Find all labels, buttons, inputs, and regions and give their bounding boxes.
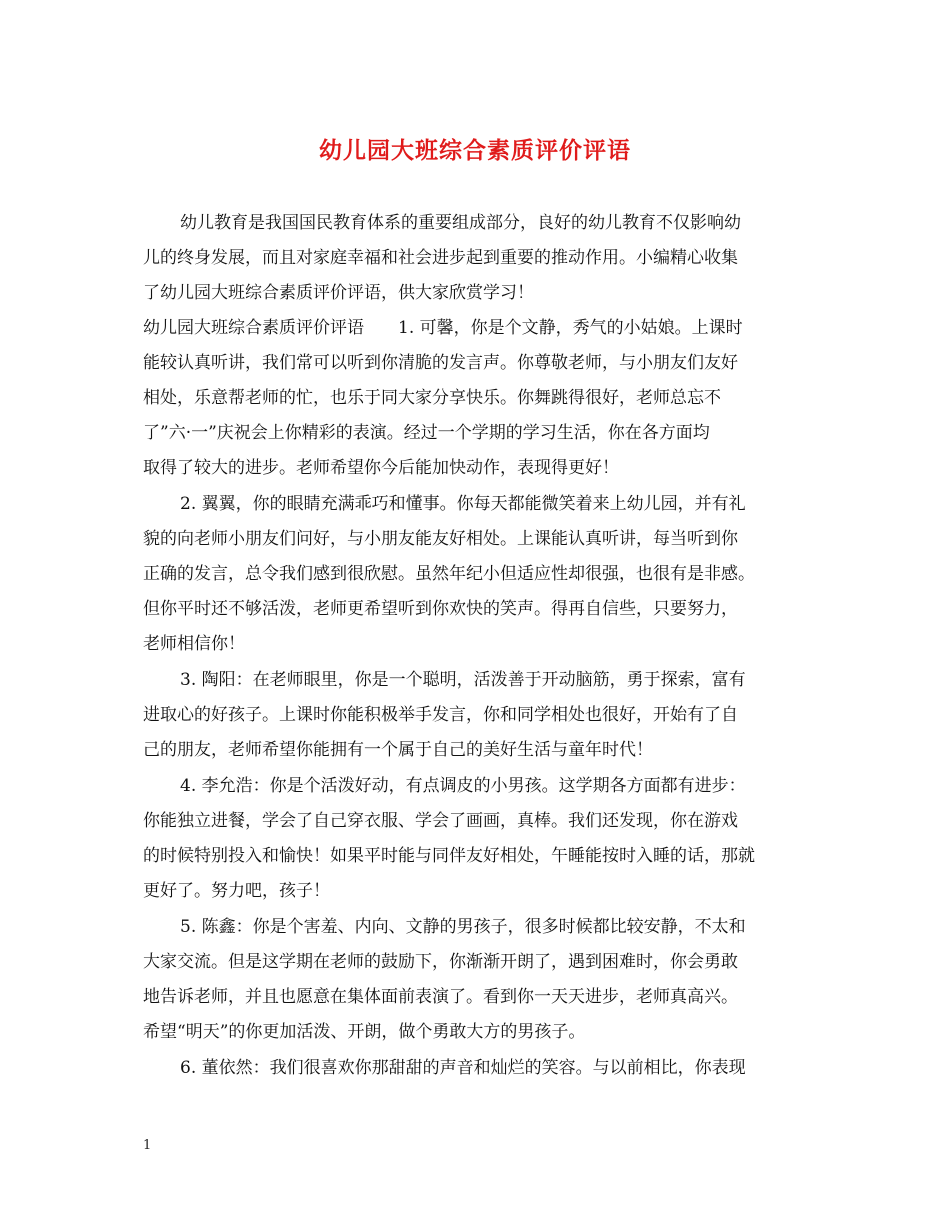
body-line: 幼儿园大班综合素质评价评语 1. 可馨，你是个文静，秀气的小姑娘。上课时 [143, 318, 743, 338]
body-line: 取得了较大的进步。老师希望你今后能加快动作，表现得更好！ [143, 458, 619, 478]
body-line: 但你平时还不够活泼，老师更希望听到你欢快的笑声。得再自信些，只要努力， [143, 599, 738, 619]
body-line: 6. 董依然：我们很喜欢你那甜甜的声音和灿烂的笑容。与以前相比，你表现 [180, 1058, 746, 1078]
document-title: 幼儿园大班综合素质评价评语 [319, 137, 631, 164]
body-line: 能较认真听讲，我们常可以听到你清脆的发言声。你尊敬老师，与小朋友们友好 [143, 353, 738, 373]
body-line: 儿的终身发展，而且对家庭幸福和社会进步起到重要的推动作用。小编精心收集 [143, 248, 738, 268]
body-line: 2. 翼翼，你的眼睛充满乖巧和懂事。你每天都能微笑着来上幼儿园，并有礼 [180, 494, 746, 514]
body-line: 的时候特别投入和愉快！如果平时能与同伴友好相处，午睡能按时入睡的话，那就 [143, 846, 755, 866]
body-line: 貌的向老师小朋友们问好，与小朋友能友好相处。上课能认真听讲，每当听到你 [143, 529, 738, 549]
body-line: 3. 陶阳：在老师眼里，你是一个聪明，活泼善于开动脑筋，勇于探索，富有 [180, 670, 746, 690]
body-line: 更好了。努力吧，孩子！ [143, 881, 330, 901]
body-line: 正确的发言，总令我们感到很欣慰。虽然年纪小但适应性却很强，也很有是非感。 [143, 564, 755, 584]
body-line: 希望“明天”的你更加活泼、开朗，做个勇敢大方的男孩子。 [143, 1022, 586, 1042]
body-line: 了幼儿园大班综合素质评价评语，供大家欣赏学习！ [143, 283, 534, 303]
body-line: 5. 陈鑫：你是个害羞、内向、文静的男孩子，很多时候都比较安静，不太和 [180, 917, 746, 937]
body-line: 老师相信你！ [143, 634, 245, 654]
body-line: 4. 李允浩：你是个活泼好动，有点调皮的小男孩。这学期各方面都有进步： [180, 776, 746, 796]
page-number: 1 [143, 1138, 152, 1153]
body-line: 相处，乐意帮老师的忙，也乐于同大家分享快乐。你舞跳得很好，老师总忘不 [143, 388, 721, 408]
body-line: 地告诉老师，并且也愿意在集体面前表演了。看到你一天天进步，老师真高兴。 [143, 987, 738, 1007]
body-line: 进取心的好孩子。上课时你能积极举手发言，你和同学相处也很好，开始有了自 [143, 705, 738, 725]
body-line: 你能独立进餐，学会了自己穿衣服、学会了画画，真棒。我们还发现，你在游戏 [143, 811, 738, 831]
body-line: 了”六·一”庆祝会上你精彩的表演。经过一个学期的学习生活，你在各方面均 [143, 423, 710, 443]
body-line: 己的朋友，老师希望你能拥有一个属于自己的美好生活与童年时代！ [143, 740, 653, 760]
body-line: 幼儿教育是我国国民教育体系的重要组成部分，良好的幼儿教育不仅影响幼 [180, 213, 741, 233]
body-line: 大家交流。但是这学期在老师的鼓励下，你渐渐开朗了，遇到困难时，你会勇敢 [143, 952, 738, 972]
